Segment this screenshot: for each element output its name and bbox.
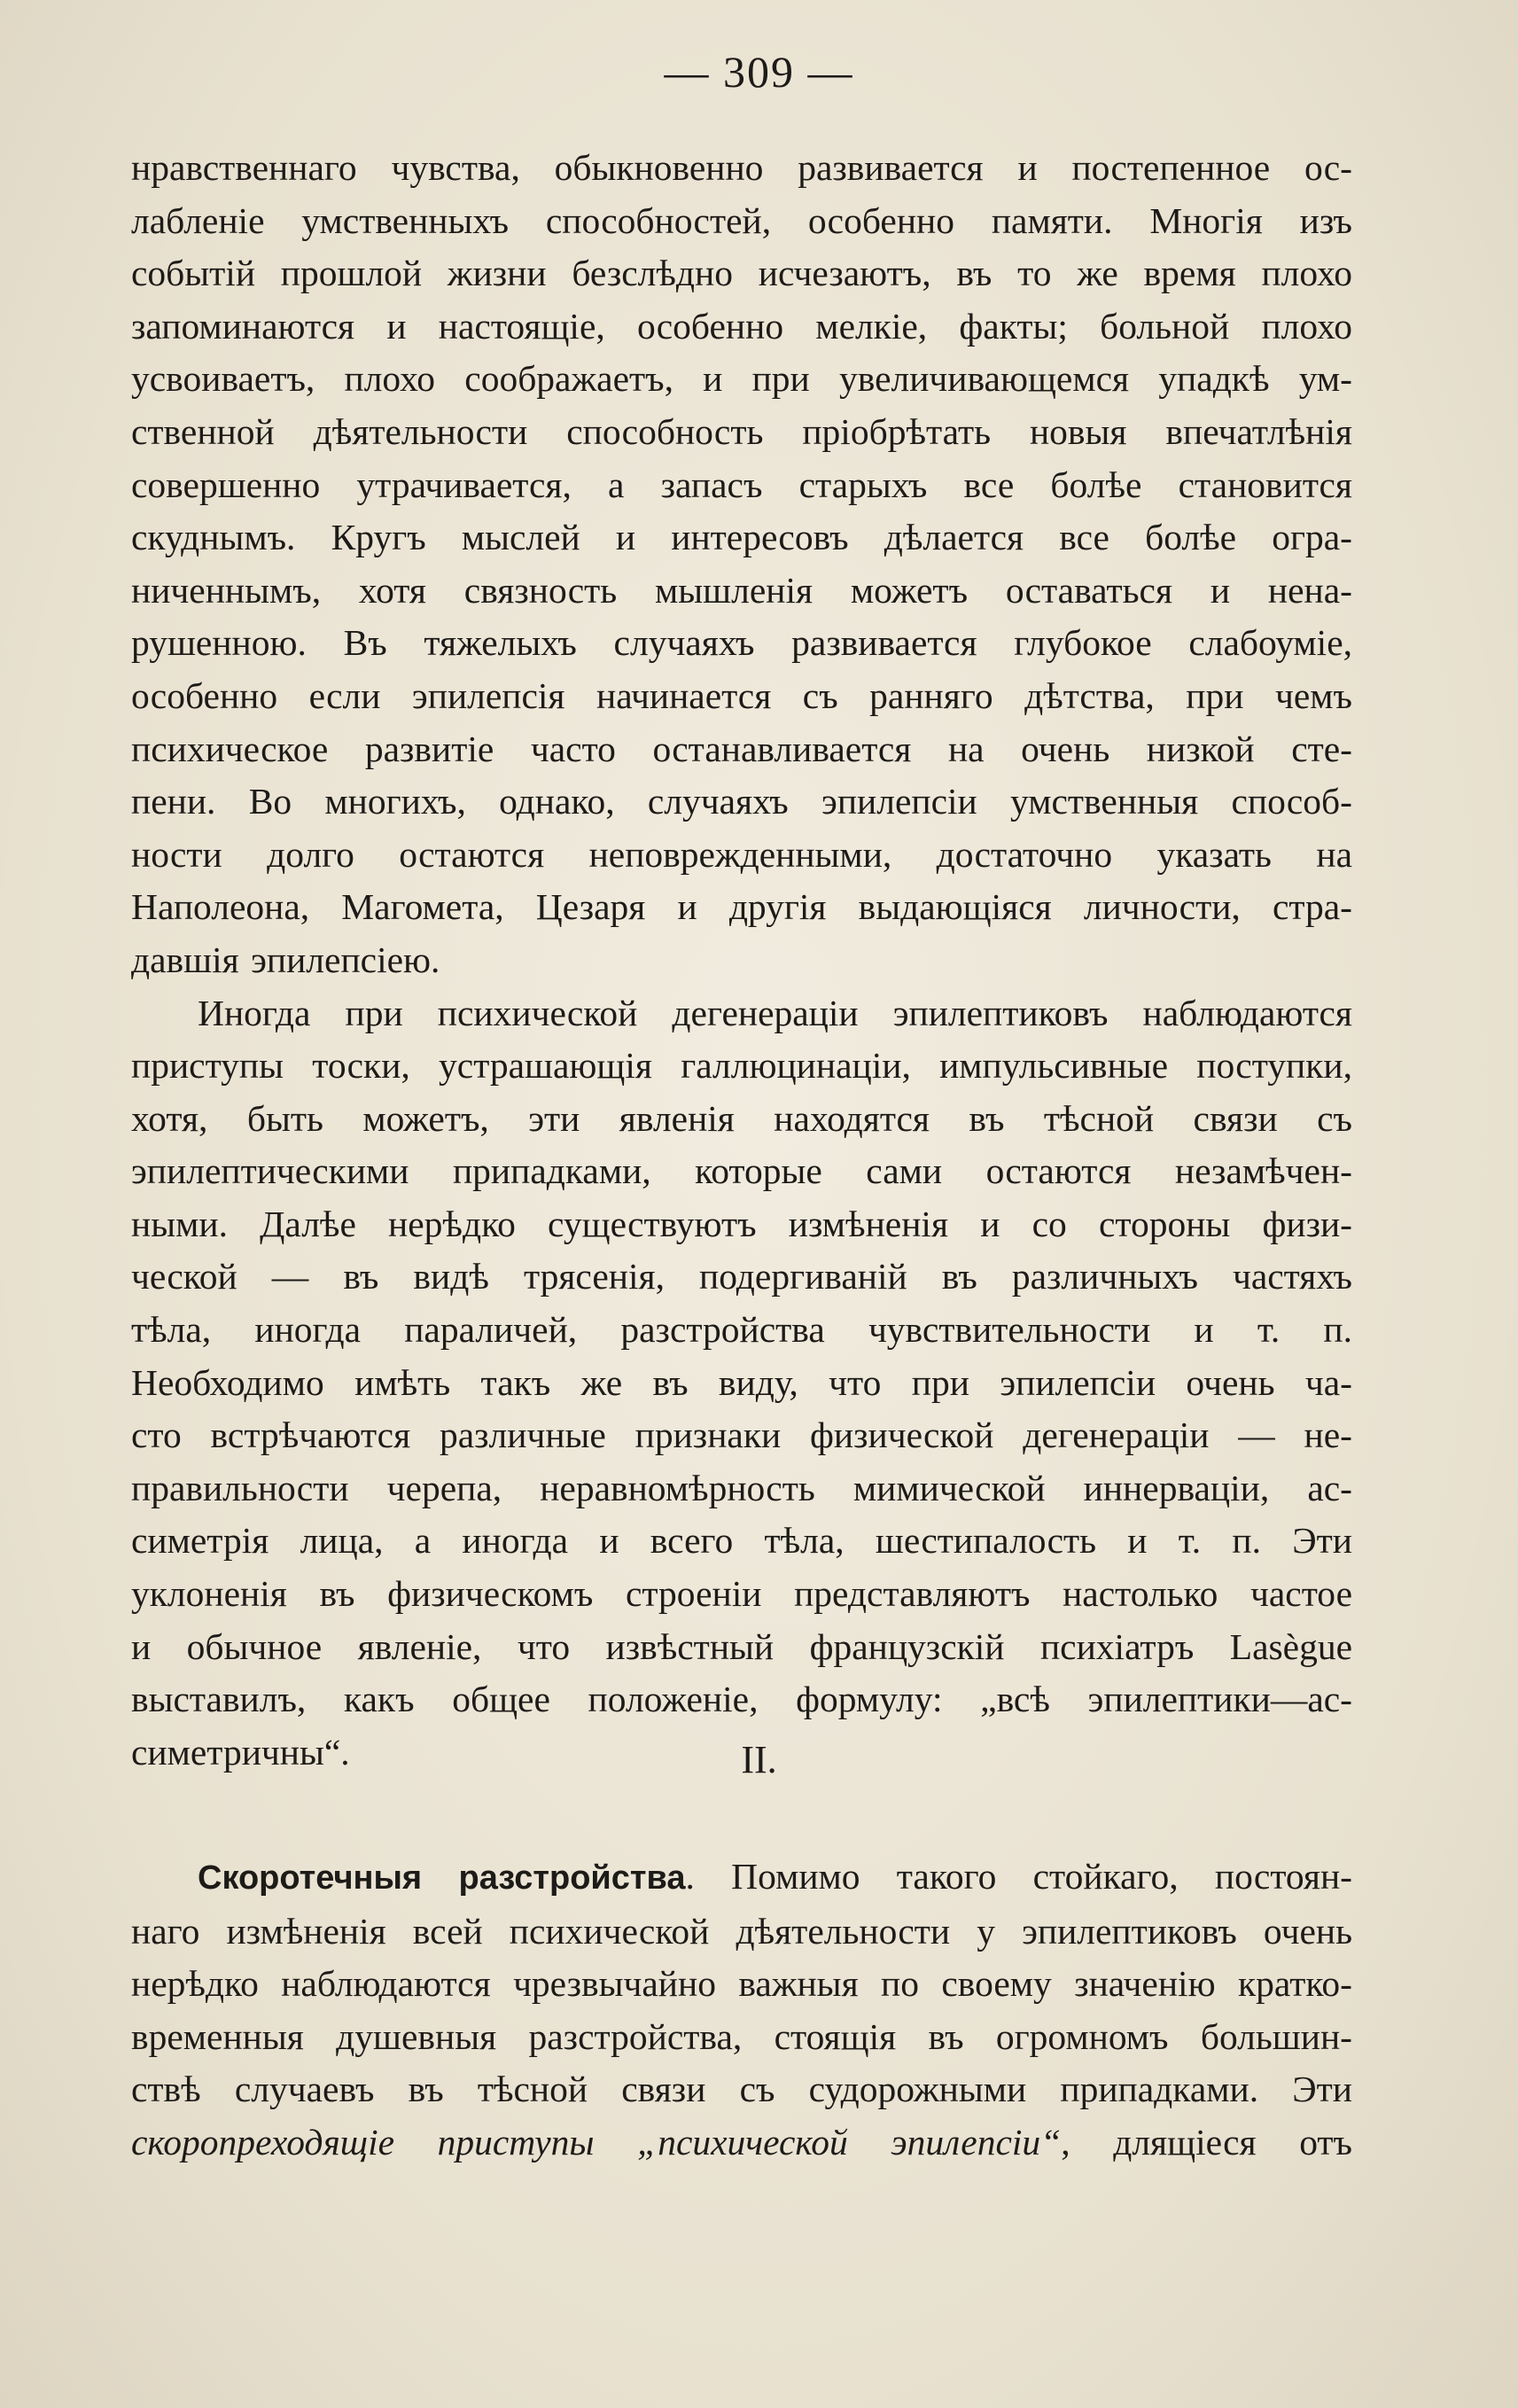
text-line: выставилъ, какъ общее положеніе, формулу: „всѣ эпилептики—ас- — [131, 1679, 1352, 1720]
text-line: симетрія лица, а иногда и всего тѣла, шестипалость и т. п. Эти — [131, 1520, 1352, 1562]
paragraph-physical-signs — [131, 987, 1352, 1780]
text-line: Необходимо имѣть такъ же въ виду, что при эпилепсіи очень ча- — [131, 1361, 1352, 1403]
text-line — [131, 2116, 1352, 2170]
text-line: психическое развитіе часто останавливается на очень низкой сте- — [131, 728, 1352, 769]
text-line: правильности черепа, неравномѣрность мимической иннерваціи, ас- — [131, 1467, 1352, 1508]
text-line: запоминаются и настоящіе, особенно мелкіе, факты; больной плохо — [131, 305, 1352, 347]
section-heading: II. — [741, 1738, 777, 1781]
text-line: ными. Далѣе нерѣдко существуютъ измѣненія и со стороны физи- — [131, 1203, 1352, 1244]
text-line: ниченнымъ, хотя связность мышленія можетъ оставаться и нена- — [131, 569, 1352, 611]
page-number: — 309 — — [664, 47, 854, 97]
text-line: рушенною. Въ тяжелыхъ случаяхъ развивается глубокое слабоуміе, — [131, 622, 1352, 664]
text-fragment: , длящіеся отъ — [1061, 2121, 1352, 2163]
main-text — [131, 142, 1352, 1779]
text-line: ственной дѣятельности способность пріобрѣтать новыя впечатлѣнія — [131, 410, 1352, 452]
text-line: нравственнаго чувства, обыкновенно развивается и постепенное ос- — [131, 147, 1352, 188]
text-fragment: . Помимо такого стойкаго, постоян- — [685, 1856, 1352, 1897]
text-line: Иногда при психической дегенераціи эпилептиковъ наблюдаются — [198, 992, 1352, 1033]
paragraph-transient-disorders — [131, 1851, 1352, 2170]
bold-term: Скоротечныя разстройства — [198, 1859, 686, 1897]
text-line: Наполеона, Магомета, Цезаря и другія выдающіяся личности, стра- — [131, 886, 1352, 928]
text-line: хотя, быть можетъ, эти явленія находятся въ тѣсной связи съ — [131, 1097, 1352, 1139]
text-line: сто встрѣчаются различные признаки физической дегенераціи — не- — [131, 1414, 1352, 1456]
text-line: ствѣ случаевъ въ тѣсной связи съ судорожными припадками. Эти — [131, 2069, 1352, 2110]
text-line: лабленіе умственныхъ способностей, особенно памяти. Многія изъ — [131, 199, 1352, 241]
text-line: совершенно утрачивается, а запасъ старыхъ все болѣе становится — [131, 464, 1352, 505]
text-line: событій прошлой жизни безслѣдно исчезаютъ, въ то же время плохо — [131, 253, 1352, 294]
text-line: временныя душевныя разстройства, стоящія въ огромномъ большин- — [131, 2015, 1352, 2057]
text-line: усвоиваетъ, плохо соображаетъ, и при увеличивающемся упадкѣ ум- — [131, 358, 1352, 400]
text-line: симетричны“. — [131, 1731, 350, 1773]
text-line: и обычное явленіе, что извѣстный французскій психіатръ Lasègue — [131, 1625, 1352, 1667]
text-line — [131, 1851, 1352, 1905]
text-line: скуднымъ. Кругъ мыслей и интересовъ дѣлается все болѣе огра- — [131, 517, 1352, 558]
text-line: наго измѣненія всей психической дѣятельности у эпилептиковъ очень — [131, 1910, 1352, 1952]
text-line: особенно если эпилепсія начинается съ ранняго дѣтства, при чемъ — [131, 674, 1352, 716]
section-text — [131, 1851, 1352, 2170]
text-line: тѣла, иногда параличей, разстройства чувствительности и т. п. — [131, 1309, 1352, 1351]
italic-term: скоропреходящіе приступы „психической эпилепсіи“ — [131, 2121, 1062, 2163]
text-line: уклоненія въ физическомъ строеніи представляютъ настолько частое — [131, 1573, 1352, 1615]
text-line: давшія эпилепсіею. — [131, 939, 440, 980]
text-line: приступы тоски, устрашающія галлюцинаціи, импульсивные поступки, — [131, 1045, 1352, 1087]
text-line: нерѣдко наблюдаются чрезвычайно важныя по своему значенію кратко- — [131, 1963, 1352, 2005]
paragraph-degeneration — [131, 142, 1352, 987]
text-line: эпилептическими припадками, которые сами остаются незамѣчен- — [131, 1150, 1352, 1192]
text-line: ческой — въ видѣ трясенія, подергиваній въ различныхъ частяхъ — [131, 1256, 1352, 1298]
text-line: ности долго остаются неповрежденными, достаточно указать на — [131, 833, 1352, 875]
text-line: пени. Во многихъ, однако, случаяхъ эпилепсіи умственныя способ- — [131, 781, 1352, 822]
